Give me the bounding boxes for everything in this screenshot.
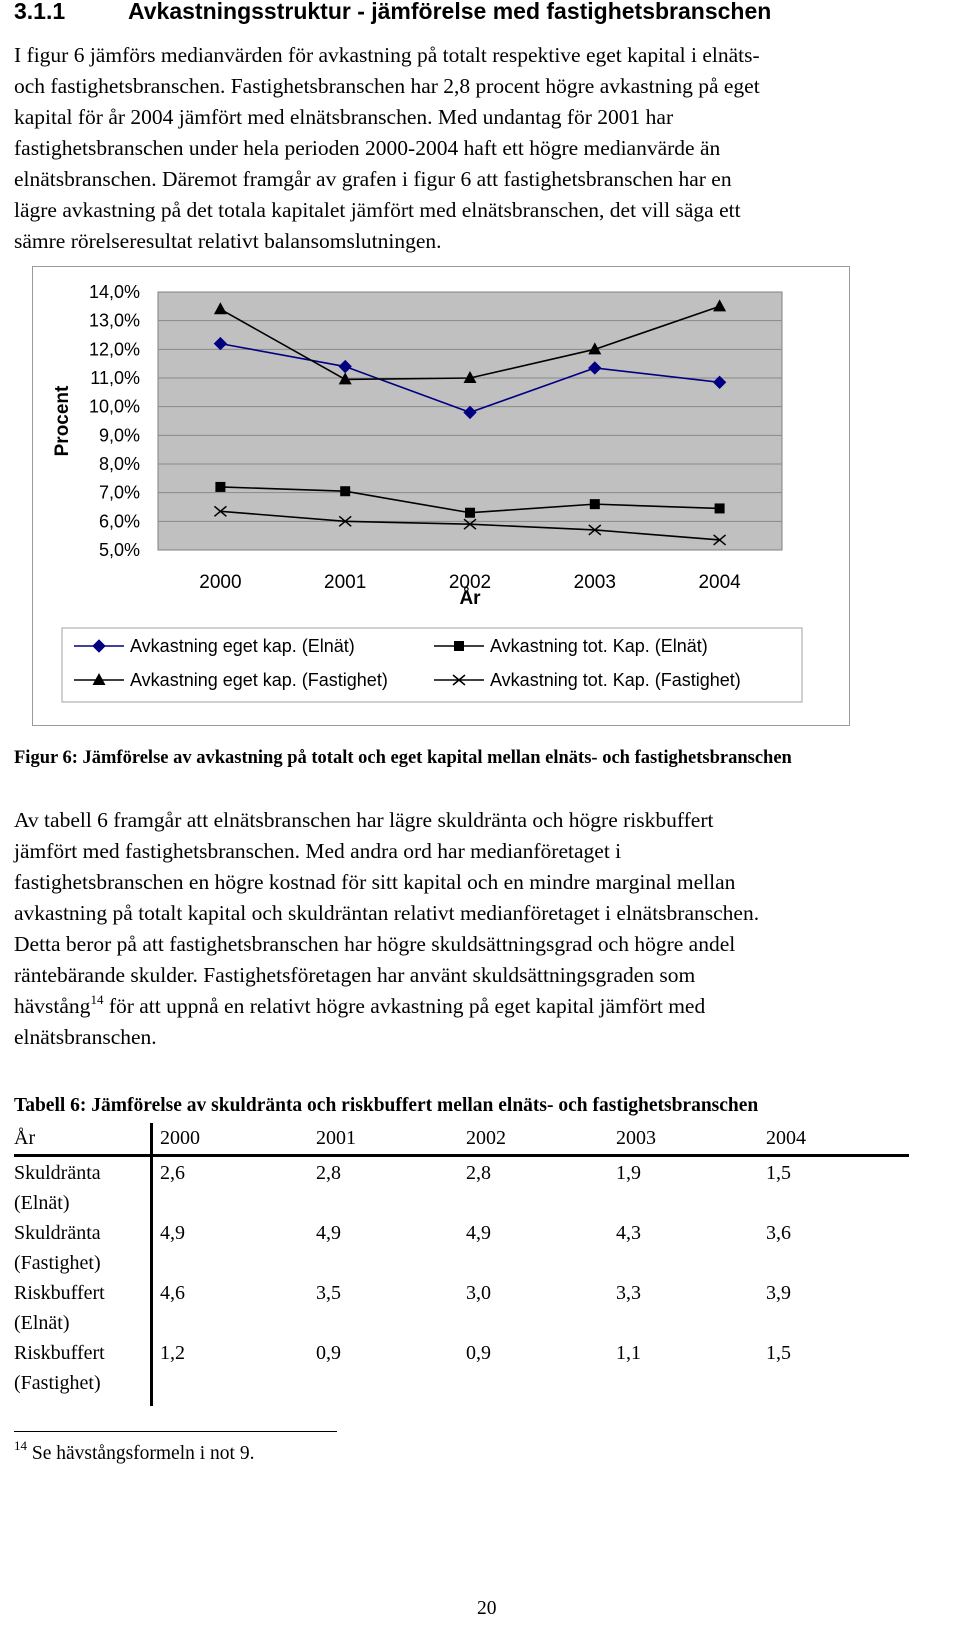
table-row-label: (Elnät) <box>14 1312 70 1334</box>
paragraph-leverage <box>14 805 944 1053</box>
table-row <box>14 1218 910 1248</box>
footnote-rule <box>14 1431 337 1432</box>
table-row-label: (Fastighet) <box>14 1252 101 1274</box>
y-axis-ticks <box>89 282 140 560</box>
table-cell: 3,6 <box>766 1222 791 1244</box>
paragraph-line <box>14 991 944 1022</box>
paragraph-line: fastighetsbranschen under hela perioden 2000-2004 haft ett högre medianvärde än <box>14 136 721 160</box>
table-row-sublabel <box>14 1308 910 1338</box>
x-axis-label: År <box>459 588 481 609</box>
table-row-label: Riskbuffert <box>14 1342 105 1364</box>
legend-label: Avkastning tot. Kap. (Fastighet) <box>490 670 741 690</box>
table-row <box>14 1338 910 1368</box>
data-point <box>465 508 475 518</box>
y-tick-label: 6,0% <box>98 511 140 532</box>
table-header-rule <box>14 1154 909 1157</box>
section-title: Avkastningsstruktur - jämförelse med fastighetsbranschen <box>128 0 772 24</box>
y-tick-label: 13,0% <box>88 310 140 331</box>
y-tick-label: 8,0% <box>98 454 140 474</box>
y-tick-label: 5,0% <box>98 540 140 560</box>
table-row-label: Riskbuffert <box>14 1282 105 1304</box>
table-cell: 4,9 <box>160 1222 185 1244</box>
table-row <box>14 1278 910 1308</box>
table-cell: 4,9 <box>466 1222 491 1244</box>
footnote-reference: 14 <box>90 992 104 1007</box>
y-tick-label: 14,0% <box>88 282 140 302</box>
footnote-text: Se hävstångsformeln i not 9. <box>27 1443 255 1464</box>
table-header-cell: År <box>14 1127 36 1149</box>
table-cell: 0,9 <box>316 1342 341 1364</box>
table-cell: 1,1 <box>616 1342 641 1364</box>
paragraph-line: avkastning på totalt kapital och skuldräntan relativt medianföretaget i elnätsbranschen. <box>14 901 760 925</box>
data-point <box>340 486 350 496</box>
table-header-cell: 2002 <box>466 1127 506 1149</box>
table-row-label: Skuldränta <box>14 1222 101 1244</box>
section-heading <box>14 0 771 25</box>
paragraph-line: elnätsbranschen. Däremot framgår av grafen i figur 6 att fastighetsbranschen har en <box>14 167 732 191</box>
table-cell: 2,8 <box>466 1162 491 1184</box>
legend-label: Avkastning eget kap. (Fastighet) <box>130 670 388 690</box>
table-row <box>14 1158 910 1188</box>
x-tick-label: 2000 <box>199 572 242 593</box>
x-tick-label: 2003 <box>573 572 616 593</box>
table-cell: 4,3 <box>616 1222 641 1244</box>
table-row-sublabel <box>14 1248 910 1278</box>
table-cell: 2,6 <box>160 1162 185 1184</box>
table-cell: 3,3 <box>616 1282 641 1304</box>
paragraph-line: elnätsbranschen. <box>14 1025 157 1049</box>
table-cell: 3,5 <box>316 1282 341 1304</box>
paragraph-line: Detta beror på att fastighetsbranschen har högre skuldsättningsgrad och högre andel <box>14 932 736 956</box>
x-tick-label: 2001 <box>324 572 367 593</box>
y-tick-label: 10,0% <box>88 396 140 417</box>
x-tick-label: 2004 <box>698 572 741 593</box>
table-cell: 3,9 <box>766 1282 791 1304</box>
table-header-cell: 2000 <box>160 1127 200 1149</box>
table-cell: 4,6 <box>160 1282 185 1304</box>
paragraph-line: räntebärande skulder. Fastighetsföretagen har använt skuldsättningsgraden som <box>14 963 696 987</box>
paragraph-line: Av tabell 6 framgår att elnätsbranschen har lägre skuldränta och högre riskbuffert <box>14 808 714 832</box>
table-row-label: (Elnät) <box>14 1192 70 1214</box>
table-header-cell: 2001 <box>316 1127 356 1149</box>
section-number: 3.1.1 <box>14 0 66 24</box>
legend-label: Avkastning eget kap. (Elnät) <box>130 636 355 656</box>
y-axis-label: Procent <box>52 385 73 457</box>
paragraph-intro <box>14 40 944 257</box>
table-cell: 1,5 <box>766 1342 791 1364</box>
data-point <box>215 482 225 492</box>
paragraph-line: lägre avkastning på det totala kapitalet jämfört med elnätsbranschen, det vill säga ett <box>14 198 741 222</box>
table-cell: 1,9 <box>616 1162 641 1184</box>
paragraph-line: jämfört med fastighetsbranschen. Med andra ord har medianföretaget i <box>14 839 622 863</box>
paragraph-line-rest: för att uppnå en relativt högre avkastning på eget kapital jämfört med <box>103 994 706 1018</box>
paragraph-line: I figur 6 jämförs medianvärden för avkastning på totalt respektive eget kapital i elnäts- <box>14 43 760 67</box>
table-row-sublabel <box>14 1188 910 1218</box>
paragraph-line: och fastighetsbranschen. Fastighetsbranschen har 2,8 procent högre avkastning på eget <box>14 74 760 98</box>
table-header-cell: 2004 <box>766 1127 806 1149</box>
table-header-row <box>14 1123 910 1153</box>
x-tick-label: 2002 <box>448 572 492 593</box>
line-chart <box>32 266 850 726</box>
footnote-number: 14 <box>14 1438 27 1453</box>
table-row-sublabel <box>14 1368 910 1398</box>
table-caption: Tabell 6: Jämförelse av skuldränta och riskbuffert mellan elnäts- och fastighetsbranschen <box>14 1095 759 1116</box>
paragraph-line: sämre rörelseresultat relativt balansomslutningen. <box>14 229 442 253</box>
y-tick-label: 9,0% <box>98 425 140 446</box>
table-cell: 0,9 <box>466 1342 491 1364</box>
y-tick-label: 12,0% <box>88 339 140 360</box>
data-point <box>590 499 600 509</box>
leverage-word: hävstång <box>14 994 91 1018</box>
data-point <box>715 503 725 513</box>
page-number: 20 <box>477 1598 497 1619</box>
table-row-label: (Fastighet) <box>14 1372 101 1394</box>
legend-marker <box>454 641 464 651</box>
table-row-label: Skuldränta <box>14 1162 101 1184</box>
table-cell: 1,5 <box>766 1162 791 1184</box>
figure-caption: Figur 6: Jämförelse av avkastning på totalt och eget kapital mellan elnäts- och fastighetsbranschen <box>14 748 792 768</box>
legend-label: Avkastning tot. Kap. (Elnät) <box>490 636 708 656</box>
footnote <box>14 1438 255 1465</box>
table-cell: 3,0 <box>466 1282 491 1304</box>
paragraph-line: kapital för år 2004 jämfört med elnätsbranschen. Med undantag för 2001 har <box>14 105 674 129</box>
table-cell: 1,2 <box>160 1342 185 1364</box>
y-tick-label: 11,0% <box>90 368 140 388</box>
table-cell: 2,8 <box>316 1162 341 1184</box>
table-header-cell: 2003 <box>616 1127 656 1149</box>
y-tick-label: 7,0% <box>98 482 140 503</box>
paragraph-line: fastighetsbranschen en högre kostnad för sitt kapital och en mindre marginal mellan <box>14 870 736 894</box>
table-cell: 4,9 <box>316 1222 341 1244</box>
